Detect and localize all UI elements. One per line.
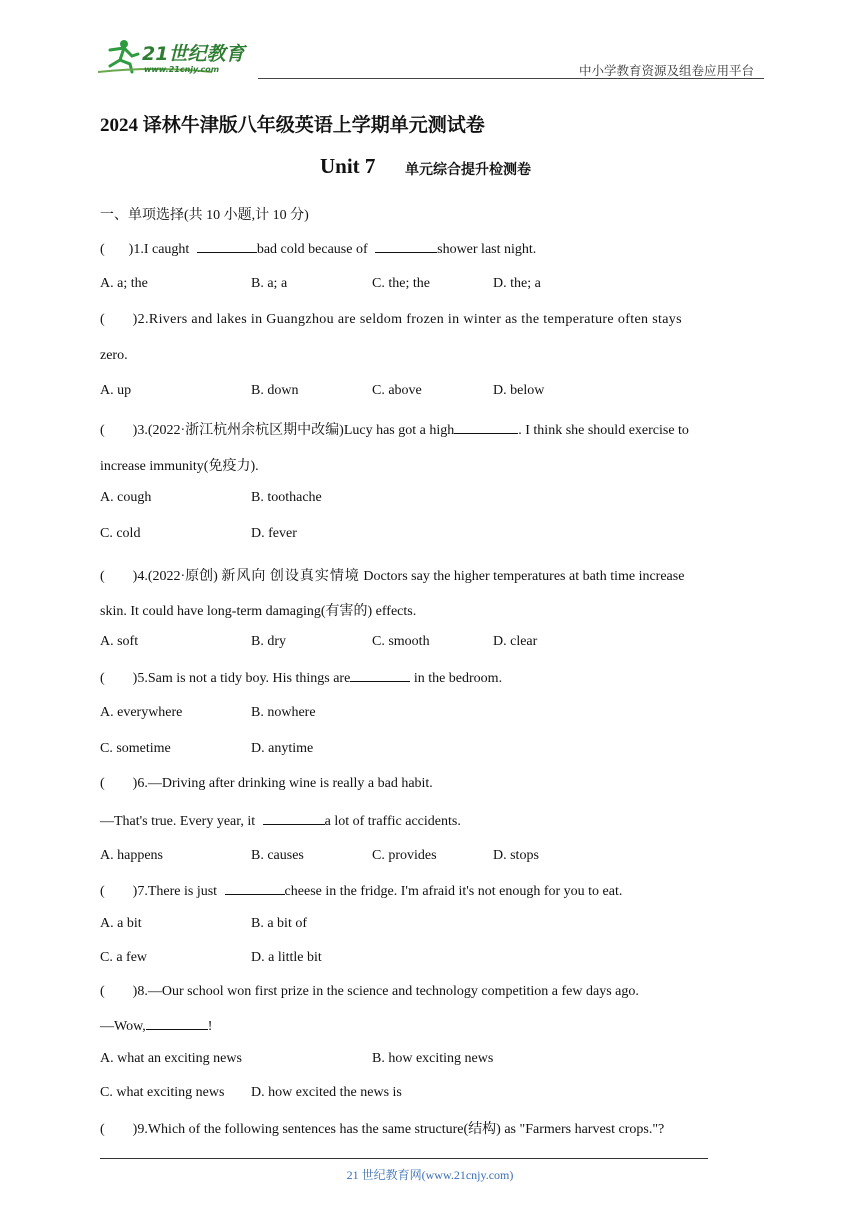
footer-divider bbox=[100, 1158, 708, 1159]
tag-real-context: 创设真实情境 bbox=[269, 569, 360, 584]
option-d: D. how excited the news is bbox=[251, 1085, 402, 1100]
option-d: D. a little bit bbox=[251, 950, 322, 965]
svg-text:21世纪教育: 21世纪教育 bbox=[142, 43, 245, 65]
question-6-reply: —That's true. Every year, it a lot of traffic accidents. bbox=[100, 814, 461, 829]
footer-link[interactable]: 21 世纪教育网(www.21cnjy.com) bbox=[346, 1168, 514, 1182]
option-a: A. what an exciting news bbox=[100, 1051, 242, 1066]
option-a: A. up bbox=[100, 383, 132, 398]
option-d: D. anytime bbox=[251, 741, 314, 756]
option-d: D. clear bbox=[493, 634, 538, 649]
unit-title: Unit 7 bbox=[320, 154, 376, 178]
header-divider bbox=[258, 78, 764, 79]
svg-text:www.21cnjy.com: www.21cnjy.com bbox=[144, 65, 220, 74]
option-b: B. a bit of bbox=[251, 916, 307, 931]
option-c: C. above bbox=[372, 383, 422, 398]
option-d: D. fever bbox=[251, 526, 297, 541]
question-1: ( )1.I caught bad cold because of shower last night. bbox=[100, 242, 537, 257]
site-logo bbox=[94, 36, 256, 78]
option-d: D. below bbox=[493, 383, 545, 398]
option-c: C. a few bbox=[100, 950, 148, 965]
option-b: B. toothache bbox=[251, 490, 322, 505]
option-b: B. causes bbox=[251, 848, 304, 863]
question-2-cont: zero. bbox=[100, 348, 128, 363]
question-5: ( )5.Sam is not a tidy boy. His things are in the bedroom. bbox=[100, 671, 503, 686]
page-title: 2024 译林牛津版八年级英语上学期单元测试卷 bbox=[100, 115, 485, 136]
question-4: ( )4.(2022·原创) 新风向 创设真实情境 Doctors say the higher temperatures at bath time increase bbox=[100, 569, 685, 584]
option-a: A. happens bbox=[100, 848, 163, 863]
option-c: C. sometime bbox=[100, 741, 171, 756]
option-a: A. everywhere bbox=[100, 705, 183, 720]
question-2: ( )2.Rivers and lakes in Guangzhou are seldom frozen in winter as the temperature often stays bbox=[100, 312, 682, 327]
question-6: ( )6.—Driving after drinking wine is really a bad habit. bbox=[100, 776, 433, 791]
option-b: B. dry bbox=[251, 634, 286, 649]
question-3-cont: increase immunity(免疫力). bbox=[100, 459, 259, 474]
option-c: C. the; the bbox=[372, 276, 430, 291]
section-heading: 一、单项选择(共 10 小题,计 10 分) bbox=[100, 208, 309, 223]
option-a: A. a; the bbox=[100, 276, 148, 291]
option-a: A. cough bbox=[100, 490, 152, 505]
question-3: ( )3.(2022·浙江杭州余杭区期中改编)Lucy has got a high . I think she should exercise to bbox=[100, 423, 689, 438]
option-a: A. soft bbox=[100, 634, 139, 649]
option-c: C. provides bbox=[372, 848, 437, 863]
tag-new-trend: 新风向 bbox=[221, 569, 267, 584]
subtitle: 单元综合提升检测卷 bbox=[405, 162, 531, 178]
option-b: B. down bbox=[251, 383, 299, 398]
option-b: B. how exciting news bbox=[372, 1051, 494, 1066]
option-b: B. a; a bbox=[251, 276, 288, 291]
platform-label: 中小学教育资源及组卷应用平台 bbox=[578, 63, 754, 78]
option-c: C. cold bbox=[100, 526, 141, 541]
option-d: D. stops bbox=[493, 848, 539, 863]
option-d: D. the; a bbox=[493, 276, 541, 291]
option-b: B. nowhere bbox=[251, 705, 316, 720]
option-c: C. what exciting news bbox=[100, 1085, 225, 1100]
question-9: ( )9.Which of the following sentences has the same structure(结构) as "Farmers harvest crops."? bbox=[100, 1122, 665, 1137]
question-4-cont: skin. It could have long-term damaging(有害的) effects. bbox=[100, 604, 417, 619]
question-8-reply: —Wow, ! bbox=[100, 1019, 213, 1034]
question-8: ( )8.—Our school won first prize in the science and technology competition a few days ago. bbox=[100, 984, 639, 999]
question-7: ( )7.There is just cheese in the fridge. I'm afraid it's not enough for you to eat. bbox=[100, 884, 623, 899]
option-c: C. smooth bbox=[372, 634, 430, 649]
option-a: A. a bit bbox=[100, 916, 142, 931]
